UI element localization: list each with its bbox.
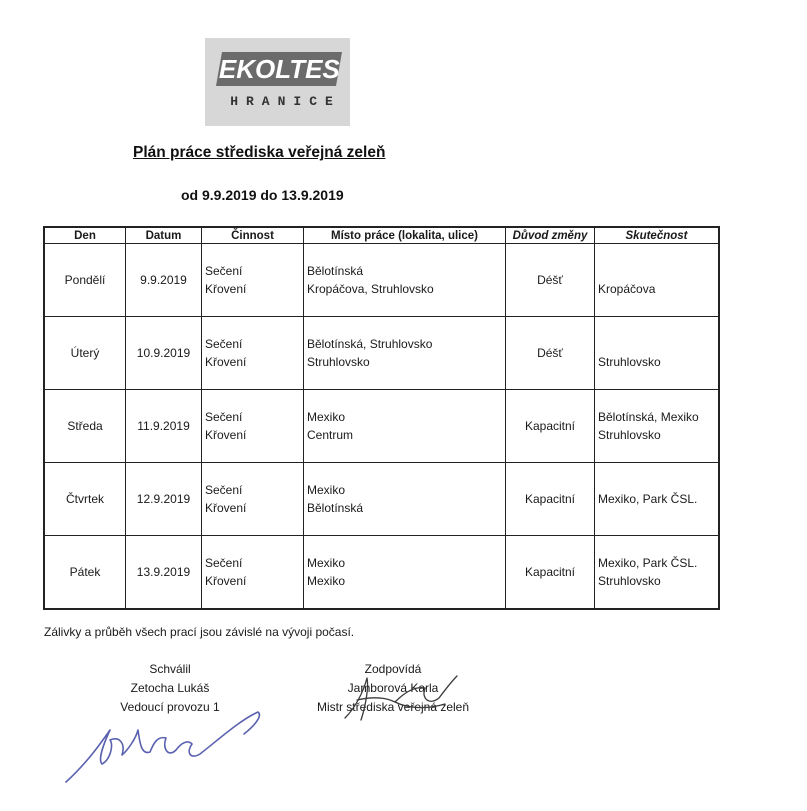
responsible-name: Jamborová Karla [347,681,439,695]
cell-cinnost [202,244,304,317]
cinnost-line: Sečení [205,410,243,424]
misto-line: Centrum [307,428,354,442]
cell-skutecnost [595,463,720,536]
approved-name: Zetocha Lukáš [130,681,210,695]
misto-line: Kropáčova, Struhlovsko [307,282,434,296]
cinnost-line: Sečení [205,556,243,570]
responsible-position: Mistr střediska veřejná zeleň [316,700,470,714]
skutecnost-line: Struhlovsko [598,574,661,588]
cell-den: Čtvrtek [44,463,126,536]
skutecnost-line: Mexiko, Park ČSL. [598,556,698,570]
cinnost-line: Sečení [205,483,243,497]
company-logo [205,38,350,126]
cell-datum: 10.9.2019 [126,317,202,390]
skutecnost-line: Kropáčova [598,282,656,296]
header-duvod: Důvod změny [506,227,595,244]
header-datum: Datum [126,227,202,244]
header-skutecnost: Skutečnost [595,227,720,244]
table-row [44,463,719,536]
cell-datum: 11.9.2019 [126,390,202,463]
header-misto: Místo práce (lokalita, ulice) [304,227,506,244]
cell-misto [304,463,506,536]
table-row [44,244,719,317]
cell-duvod: Déšť [506,244,595,317]
cinnost-line: Křovení [205,282,247,296]
cell-den: Pátek [44,536,126,610]
page-title: Plán práce střediska veřejná zeleň [133,144,386,161]
misto-line: Mexiko [307,410,346,424]
cinnost-line: Křovení [205,428,247,442]
cell-cinnost [202,317,304,390]
cell-misto [304,390,506,463]
misto-line: Bělotínská [307,501,364,515]
misto-line: Mexiko [307,483,346,497]
cinnost-line: Křovení [205,574,247,588]
date-range: od 9.9.2019 do 13.9.2019 [181,187,344,203]
logo-name: EKOLTES [218,53,340,84]
header-cinnost: Činnost [202,227,304,244]
cell-den: Úterý [44,317,126,390]
skutecnost-line: Bělotínská, Mexiko [598,410,699,424]
cell-cinnost [202,536,304,610]
cell-skutecnost [595,536,720,610]
cell-datum: 13.9.2019 [126,536,202,610]
table-row [44,390,719,463]
cinnost-line: Sečení [205,337,243,351]
table-header-row [44,227,719,244]
skutecnost-line: Struhlovsko [598,428,661,442]
cell-duvod: Déšť [506,317,595,390]
work-plan-table [43,226,720,610]
cell-misto [304,244,506,317]
skutecnost-line: Struhlovsko [598,355,661,369]
table-row [44,317,719,390]
cell-misto [304,536,506,610]
approved-position: Vedoucí provozu 1 [120,700,220,714]
cinnost-line: Křovení [205,355,247,369]
cell-cinnost [202,463,304,536]
approved-label: Schválil [149,662,191,676]
signature-responsible [335,668,475,728]
cinnost-line: Sečení [205,264,243,278]
misto-line: Bělotínská [307,264,364,278]
misto-line: Bělotínská, Struhlovsko [307,337,433,351]
logo-location: HRANICE [230,94,341,109]
cinnost-line: Křovení [205,501,247,515]
responsible-label: Zodpovídá [364,662,422,676]
cell-skutecnost [595,244,720,317]
skutecnost-line: Mexiko, Park ČSL. [598,492,698,506]
cell-den: Pondělí [44,244,126,317]
signature-approved [58,700,273,790]
misto-line: Struhlovsko [307,355,370,369]
misto-line: Mexiko [307,574,346,588]
cell-skutecnost [595,317,720,390]
cell-datum: 9.9.2019 [126,244,202,317]
cell-skutecnost [595,390,720,463]
cell-duvod: Kapacitní [506,390,595,463]
header-den: Den [44,227,126,244]
table-row [44,536,719,610]
cell-datum: 12.9.2019 [126,463,202,536]
cell-misto [304,317,506,390]
misto-line: Mexiko [307,556,346,570]
cell-cinnost [202,390,304,463]
logo-wordmark [216,52,342,86]
cell-duvod: Kapacitní [506,536,595,610]
cell-duvod: Kapacitní [506,463,595,536]
cell-den: Středa [44,390,126,463]
weather-note: Zálivky a průběh všech prací jsou závislé na vývoji počasí. [44,625,355,639]
